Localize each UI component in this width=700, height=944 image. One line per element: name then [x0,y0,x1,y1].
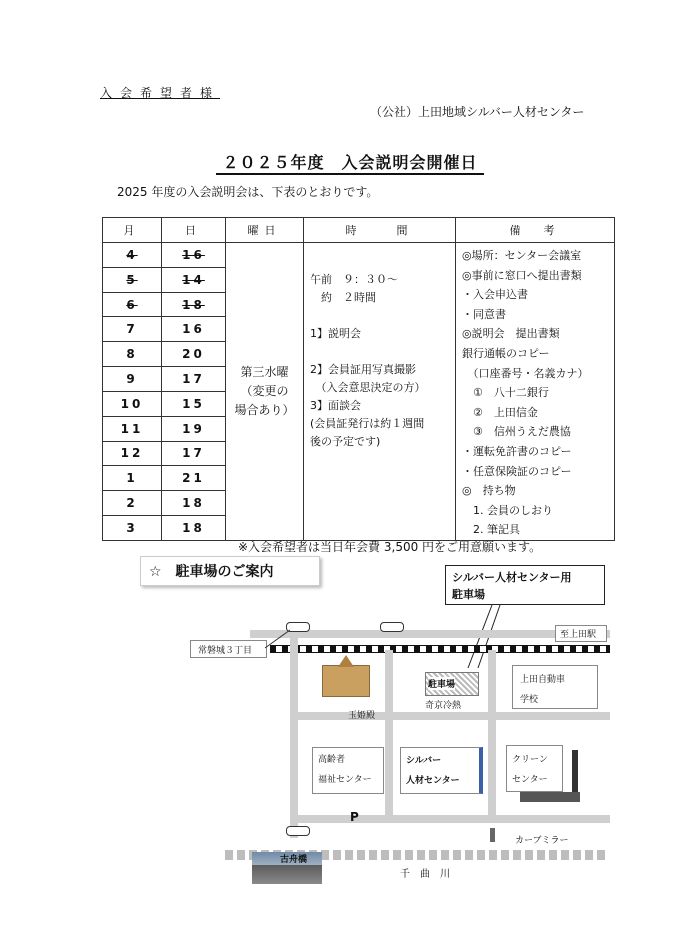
chapel-roof-icon [338,655,354,667]
month-value: 7 [126,322,138,337]
notes-line: ・運転免許書のコピー [462,444,572,458]
tamahimeden-building-icon [322,665,370,697]
time-line: (会員証発行は約１週間 [310,417,425,430]
month-value: 8 [126,347,138,362]
notes-line: （口座番号・名義カナ） [462,366,589,380]
driving-school-label-1: 上田自動車 [520,675,566,685]
month-value: 5 [126,272,138,287]
notes-line: ② 上田信金 [462,405,538,419]
notes-line: 2. 筆記具 [462,523,520,537]
silver-label-1: シルバー [406,756,442,766]
time-line: 3】面談会 [310,399,361,412]
tokiwagi-label: 常磐城３丁目 [198,646,253,656]
tamahime-label: 玉姫殿 [348,711,376,721]
station-label: 至上田駅 [560,630,597,640]
month-value: 2 [126,496,138,511]
day-value: 18 [182,496,205,511]
month-value: 9 [126,371,138,386]
day-value: 21 [182,471,205,486]
header-month: 月 [103,218,162,243]
driving-school-label-2: 学校 [520,695,539,705]
p-mark: P [350,810,359,824]
time-line: 後の予定です) [310,435,381,448]
clean-label-1: クリーン [512,755,548,765]
river-label: 千 曲 川 [400,869,450,880]
time-line: 1】説明会 [310,327,361,340]
day-value: 14 [182,272,205,287]
curve-mirror-label: カーブミラー [515,836,569,846]
callout-line-1: シルバー人材センター用 [452,571,572,584]
silver-label-2: 人材センター [406,776,460,786]
notes-line: ・同意書 [462,307,506,321]
notes-line: ◎事前に窓口へ提出書類 [462,268,582,282]
weekday-note1: （変更の [240,383,289,398]
day-value: 16 [182,247,205,262]
time-line: （入会意思決定の方） [310,381,426,394]
parking-label: 駐車場 [428,677,455,690]
day-value: 18 [182,297,205,312]
month-value: 12 [120,446,144,461]
notes-line: ・入会申込書 [462,288,528,302]
addressee: 入会希望者様 [100,86,221,100]
month-value: 10 [120,396,144,411]
notes-line: 1. 会員のしおり [462,503,553,517]
fee-note: ※入会希望者は当日年会費 3,500 円をご用意願います。 [238,540,542,554]
time-line: 午前 ９：３０～ [310,273,398,286]
page-title-text: ２０２５年度 入会説明会開催日 [216,153,483,175]
notes-line: ③ 信州うえだ農協 [462,425,571,439]
month-value: 1 [126,471,138,486]
header-notes: 備 考 [456,218,615,243]
header-weekday: 曜日 [226,218,304,243]
callout-line-2: 駐車場 [452,588,485,601]
day-value: 16 [182,322,205,337]
elderly-label-2: 福祉センター [318,775,372,785]
day-value: 17 [182,371,205,386]
notes-line: 銀行通帳のコピー [462,346,550,360]
day-value: 19 [182,421,205,436]
header-day: 日 [162,218,226,243]
kobunebashi-label: 古舟橋 [280,855,308,865]
time-line: 約 ２時間 [310,291,376,304]
organization-name: （公社）上田地域シルバー人材センター [370,105,585,119]
month-value: 4 [126,247,138,262]
month-value: 6 [126,297,138,312]
curve-mirror-icon [490,828,495,842]
day-value: 18 [182,520,205,535]
weekday-note2: 場合あり） [234,402,295,417]
intro-text: 2025 年度の入会説明会は、下表のとおりです。 [117,185,379,199]
factory-icon [520,792,580,802]
day-value: 20 [182,347,205,362]
notes-line: ◎説明会 提出書類 [462,327,560,341]
day-value: 15 [182,396,205,411]
reizou-label: 奇京冷熱 [425,701,462,711]
elderly-label-1: 高齢者 [318,755,346,765]
day-value: 17 [182,446,205,461]
clean-label-2: センター [512,775,548,785]
month-value: 3 [126,520,138,535]
time-line: 2】会員証用写真撮影 [310,363,416,376]
notes-line: ① 八十二銀行 [462,386,549,400]
header-time: 時 間 [304,218,456,243]
parking-section-title: ☆ 駐車場のご案内 [140,556,320,586]
weekday-main: 第三水曜 [240,364,289,379]
notes-line: ◎ 持ち物 [462,484,516,498]
notes-line: ◎場所：センター会議室 [462,249,582,262]
notes-line: ・任意保険証のコピー [462,464,572,478]
month-value: 11 [120,421,144,436]
